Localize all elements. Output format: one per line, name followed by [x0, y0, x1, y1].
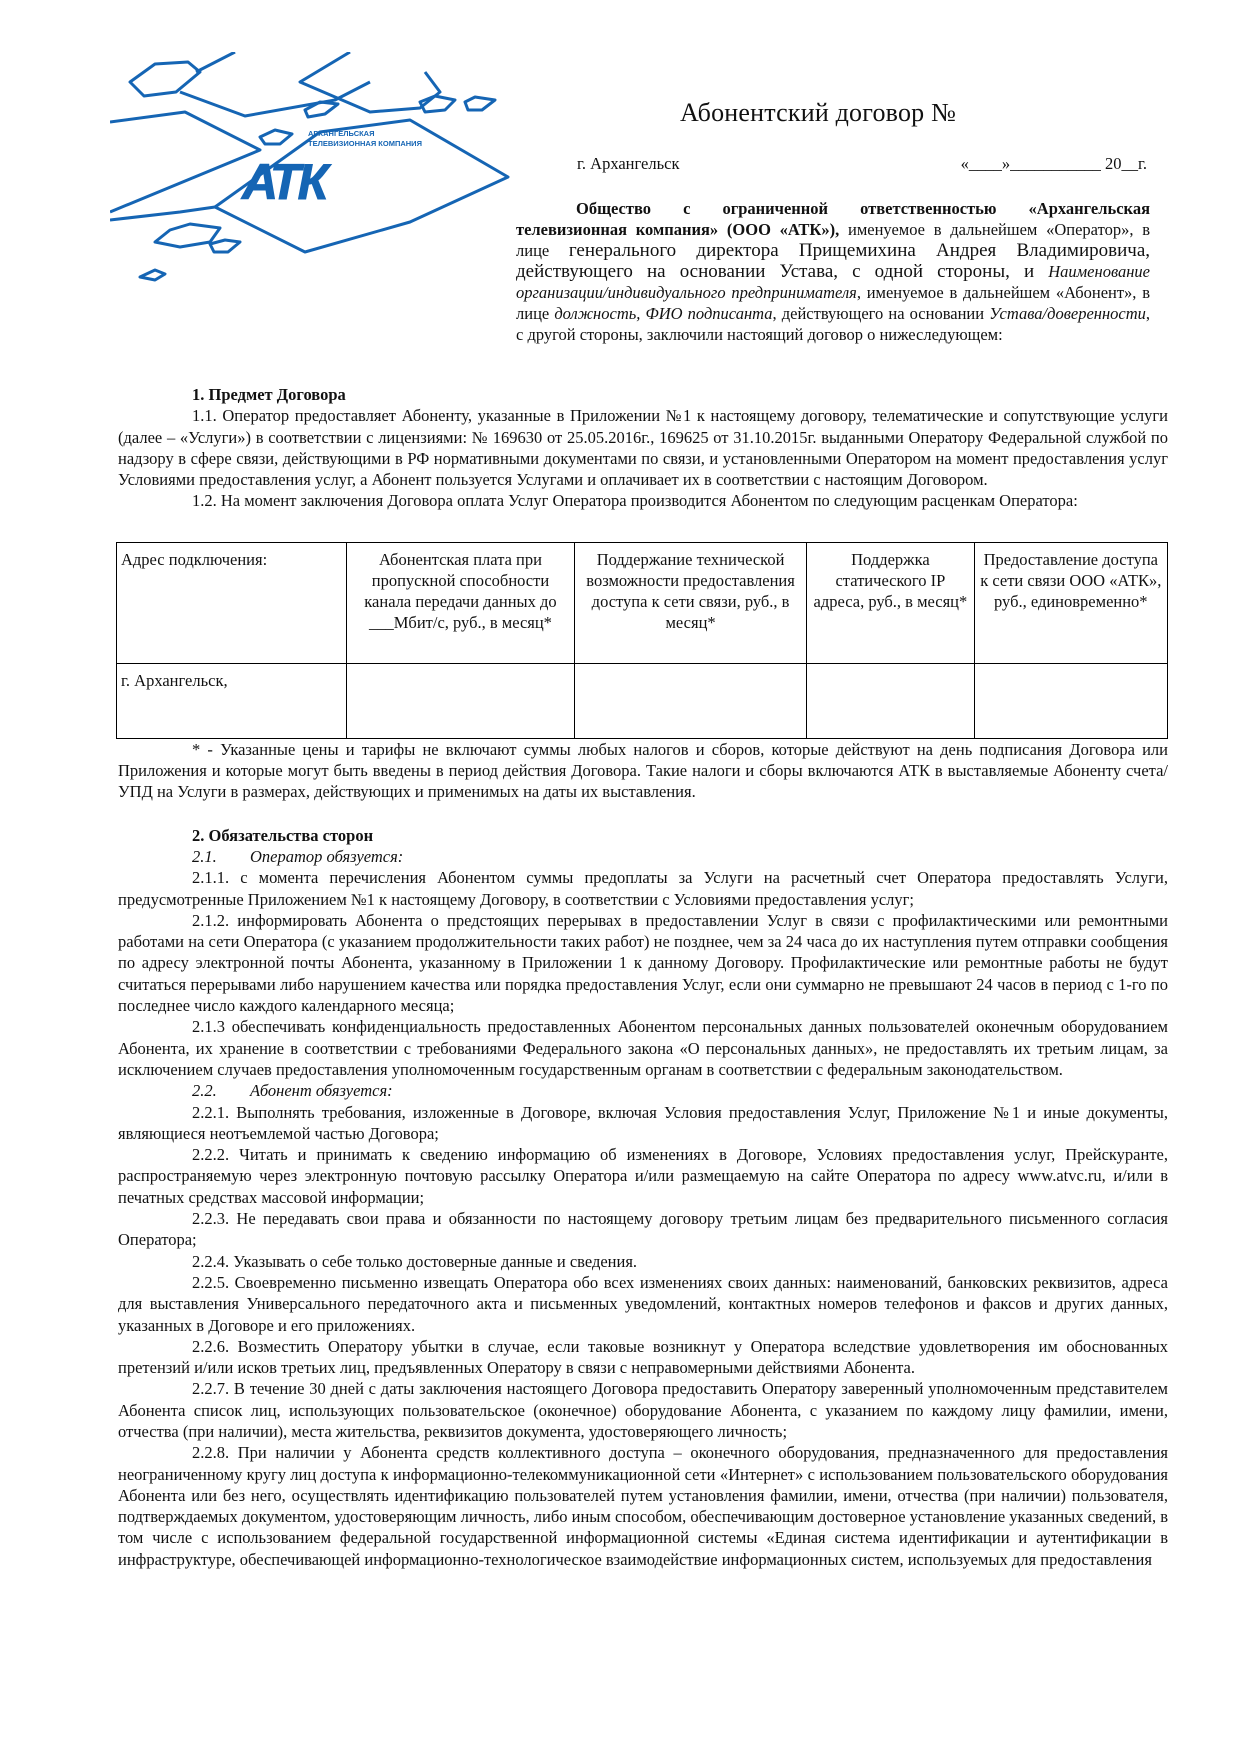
operator-name: Общество с ограниченной ответственностью «Архангельская телевизионная компания» (ООО «АТК»), — [516, 199, 1150, 239]
clause-2-2-5: 2.2.5. Своевременно письменно извещать Оператора обо всех изменениях своих данных: наименований, банковских реквизитов, адреса для выставления Универсального передаточного акта и письменных уведомлений, контактных номеров телефонов и факсов и других данных, указанных в Договоре и его приложениях. — [118, 1272, 1168, 1335]
table-footnote: * - Указанные цены и тарифы не включают суммы любых налогов и сборов, которые действуют на день подписания Договора или Приложения и которые могут быть введены в период действия Договора. Такие налоги и сборы включаются АТК в выставляемые Абоненту счета/УПД на Услуги в размерах, действующих и применимых на даты их выставления. — [118, 739, 1168, 802]
director-name: генерального директора Прищемихина Андрея Владимировича, — [568, 240, 1150, 261]
client-name-placeholder: Наименование организации/индивидуального предпринимателя — [516, 262, 1150, 302]
clause-1-2: 1.2. На момент заключения Договора оплата Услуг Оператора производится Абонентом по следующим расценкам Оператора: — [192, 491, 1078, 511]
contract-body — [118, 384, 1168, 1570]
table-header-cell: Поддержание технической возможности предоставления доступа к сети связи, руб., в месяц* — [574, 542, 806, 663]
subsection-number: 2.1. — [192, 846, 217, 866]
preamble-text: действующего на основании Устава, с одной стороны, и — [516, 261, 1049, 282]
preamble-text: , действующего на основании — [772, 304, 990, 323]
date-field: «____»___________ 20__г. — [960, 154, 1147, 173]
table-header-cell: Поддержка статического IP адреса, руб., в месяц* — [807, 542, 974, 663]
table-row — [117, 663, 1168, 738]
section-2-heading: 2. Обязательства сторон — [192, 825, 374, 845]
clause-1-1: 1.1. Оператор предоставляет Абоненту, указанные в Приложении №1 к настоящему договору, телематические и сопутствующие услуги (далее – «Услуги») в соответствии с лицензиями: № 169630 от 25.05.2016г., 169625 от 31.10.2015г. выданными Оператору Федеральной службой по надзору в сфере связи, действующими в РФ нормативными документами по связи, и установленными Оператором на момент предоставления услуг Условиями предоставления услуг, а Абонент пользуется Услугами и оплачивает их в соответствии с настоящим Договором. — [118, 406, 1168, 490]
table-cell-maintenance-fee[interactable] — [574, 663, 806, 738]
clause-2-2-1: 2.2.1. Выполнять требования, изложенные в Договоре, включая Условия предоставления Услуг, Приложение №1 и иные документы, являющиеся неотъемлемой частью Договора; — [118, 1102, 1168, 1143]
clause-2-2-7: 2.2.7. В течение 30 дней с даты заключения настоящего Договора предоставить Оператору заверенный уполномоченным представителем Абонента список лиц, использующих пользовательское (оконечное) оборудование Абонента, с указанием по каждому лицу фамилии, имени, отчества (при наличии), места жительства, реквизитов документа, удостоверяющего личность; — [118, 1379, 1168, 1441]
table-header-cell: Абонентская плата при пропускной способности канала передачи данных до ___Мбит/с, руб., в месяц* — [347, 542, 575, 663]
preamble-paragraph — [516, 198, 1150, 345]
table-header-cell: Адрес подключения: — [117, 542, 347, 663]
clause-2-2-3: 2.2.3. Не передавать свои права и обязанности по настоящему договору третьим лицам без предварительного письменного согласия Оператора; — [118, 1209, 1168, 1250]
clause-2-1-3: 2.1.3 обеспечивать конфиденциальность предоставленных Абонентом персональных данных пользователей оконечным оборудованием Абонента, их хранение в соответствии с требованиями Федерального закона «О персональных данных», не предоставлять их третьим лицам, за исключением случаев предоставления уполномоченным государственным органам в соответствии с федеральным законодательством. — [118, 1017, 1168, 1079]
preamble-text: , именуемое в дальнейшем «Абонент», в лице — [516, 283, 1150, 323]
table-header-row — [117, 542, 1168, 663]
section-1-heading: 1. Предмет Договора — [192, 385, 346, 404]
preamble-text: , с другой стороны, заключили настоящий договор о нижеследующем: — [516, 304, 1150, 344]
subsection-label: Оператор обязуется: — [250, 846, 404, 866]
logo-line1: АРХАНГЕЛЬСКАЯ — [308, 129, 375, 138]
logo-hexagon-pattern-icon — [110, 52, 510, 282]
clause-2-1-1: 2.1.1. с момента перечисления Абонентом суммы предоплаты за Услуги на расчетный счет Оператора предоставлять Услуги, предусмотренные Приложением №1 к настоящему Договору, в соответствии с Условиями предоставления услуг; — [118, 868, 1168, 909]
signer-placeholder: должность, ФИО подписанта — [554, 304, 773, 323]
clause-2-2-2: 2.2.2. Читать и принимать к сведению информацию об изменениях в Договоре, Условиях предоставления услуг, Прейскуранте, распространяемую через электронную почтовую рассылку Оператора и/или размещаемую на сайте Оператора по адресу www.atvc.ru, и/или в печатных средствах массовой информации; — [118, 1145, 1168, 1207]
clause-2-1-2: 2.1.2. информировать Абонента о предстоящих перерывах в предоставлении Услуг в связи с профилактическими или ремонтными работами на сети Оператора (с указанием продолжительности таких работ) не позднее, чем за 24 часа до их наступления путем отправки сообщения по адресу электронной почты Абонента, указанному в Приложении 1 к данному Договору. Профилактические или ремонтные работы не будут считаться перерывами либо нарушением качества или порядка предоставления Услуг, если они суммарно не превышают 24 часов в период с 1-го по последнее число каждого календарного месяца; — [118, 910, 1168, 1016]
table-cell-monthly-fee[interactable] — [347, 663, 575, 738]
table-cell-connection-fee[interactable] — [974, 663, 1167, 738]
clause-2-2-8: 2.2.8. При наличии у Абонента средств коллективного доступа – оконечного оборудования, предназначенного для предоставления неограниченному кругу лиц доступа к информационно-телекоммуникационной сети «Интернет» с использованием пользовательского оборудования Абонента или без него, осуществлять идентификацию пользователей путем установления фамилии, имени, отчества (при наличии) пользователя, подтверждаемых документом, удостоверяющим личность, либо иным способом, обеспечивающим достоверное установление указанных сведений, в том числе с использованием федеральной государственной информационной системы «Единая система идентификации и аутентификации в инфраструктуре, обеспечивающей информационно-технологическое взаимодействие информационных систем, используемых для предоставления — [118, 1443, 1168, 1569]
subsection-2-1 — [118, 846, 1168, 867]
clause-2-2-6: 2.2.6. Возместить Оператору убытки в случае, если таковые возникнут у Оператора вследствие удовлетворения им обоснованных претензий и/или исков третьих лиц, предъявленных Оператору в связи с неправомерными действиями Абонента. — [118, 1336, 1168, 1378]
subsection-number: 2.2. — [192, 1081, 217, 1101]
subsection-2-2 — [118, 1080, 1168, 1101]
table-header-cell: Предоставление доступа к сети связи ООО «АТК», руб., единовременно* — [974, 542, 1167, 663]
preamble-text: именуемое в дальнейшем «Оператор», в лице — [516, 220, 1150, 260]
basis-placeholder: Устава/доверенности — [989, 304, 1146, 323]
logo-mark: АТК — [242, 154, 326, 210]
rates-table — [116, 542, 1168, 739]
city-label: г. Архангельск — [577, 154, 680, 173]
clause-2-2-4: 2.2.4. Указывать о себе только достоверные данные и сведения. — [192, 1251, 638, 1271]
table-cell-address[interactable]: г. Архангельск, — [117, 663, 347, 738]
subsection-label: Абонент обязуется: — [250, 1081, 393, 1101]
document-title: Абонентский договор № — [680, 98, 957, 127]
table-cell-static-ip-fee[interactable] — [807, 663, 974, 738]
logo-line2: ТЕЛЕВИЗИОННАЯ КОМПАНИЯ — [308, 139, 422, 148]
company-logo — [110, 52, 510, 282]
